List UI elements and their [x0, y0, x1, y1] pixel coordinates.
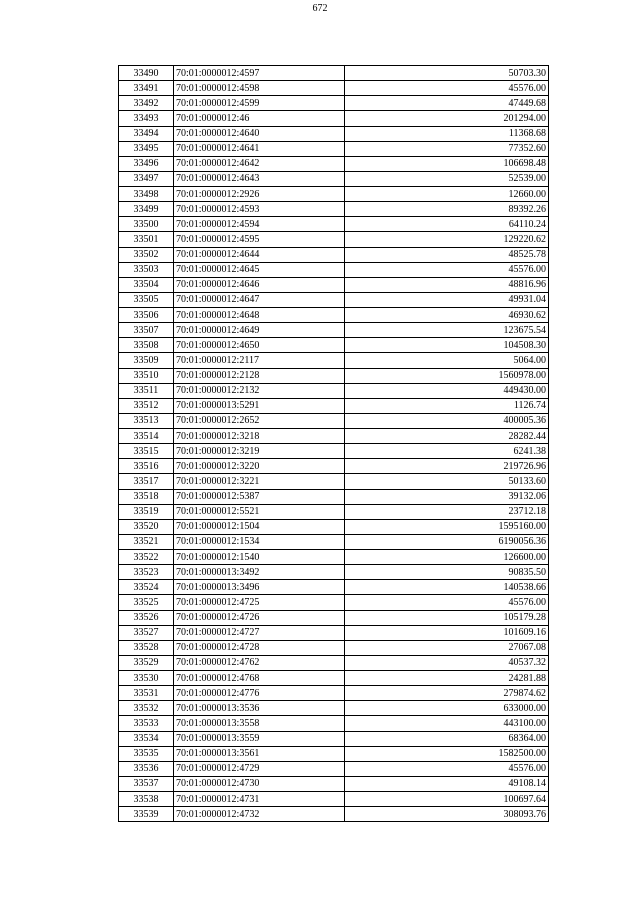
cadastral-number-cell: 70:01:0000012:4645	[174, 262, 345, 277]
value-cell: 279874.62	[345, 686, 549, 701]
value-cell: 201294.00	[345, 111, 549, 126]
cadastral-number-cell: 70:01:0000013:3536	[174, 701, 345, 716]
row-number-cell: 33512	[119, 398, 174, 413]
cadastral-number-cell: 70:01:0000012:4640	[174, 126, 345, 141]
cadastral-number-cell: 70:01:0000012:4776	[174, 686, 345, 701]
row-number-cell: 33533	[119, 716, 174, 731]
table-row	[119, 171, 549, 186]
value-cell: 100697.64	[345, 792, 549, 807]
cadastral-number-cell: 70:01:0000012:3219	[174, 444, 345, 459]
table-row	[119, 701, 549, 716]
cadastral-number-cell: 70:01:0000012:4593	[174, 202, 345, 217]
table-row	[119, 489, 549, 504]
cadastral-number-cell: 70:01:0000012:5387	[174, 489, 345, 504]
row-number-cell: 33534	[119, 731, 174, 746]
value-cell: 449430.00	[345, 383, 549, 398]
table-row	[119, 232, 549, 247]
registry-table-body	[119, 66, 549, 822]
row-number-cell: 33508	[119, 338, 174, 353]
value-cell: 47449.68	[345, 96, 549, 111]
cadastral-number-cell: 70:01:0000012:4730	[174, 776, 345, 791]
registry-table	[118, 65, 549, 822]
row-number-cell: 33518	[119, 489, 174, 504]
table-row	[119, 262, 549, 277]
row-number-cell: 33511	[119, 383, 174, 398]
table-row	[119, 292, 549, 307]
row-number-cell: 33510	[119, 368, 174, 383]
value-cell: 1595160.00	[345, 519, 549, 534]
cadastral-number-cell: 70:01:0000012:4649	[174, 323, 345, 338]
cadastral-number-cell: 70:01:0000012:4647	[174, 292, 345, 307]
cadastral-number-cell: 70:01:0000012:4726	[174, 610, 345, 625]
table-row	[119, 640, 549, 655]
value-cell: 45576.00	[345, 262, 549, 277]
cadastral-number-cell: 70:01:0000012:3221	[174, 474, 345, 489]
table-row	[119, 459, 549, 474]
cadastral-number-cell: 70:01:0000012:4727	[174, 625, 345, 640]
table-row	[119, 534, 549, 549]
row-number-cell: 33528	[119, 640, 174, 655]
row-number-cell: 33500	[119, 217, 174, 232]
row-number-cell: 33521	[119, 534, 174, 549]
row-number-cell: 33503	[119, 262, 174, 277]
row-number-cell: 33491	[119, 81, 174, 96]
cadastral-number-cell: 70:01:0000012:4725	[174, 595, 345, 610]
cadastral-number-cell: 70:01:0000012:4643	[174, 171, 345, 186]
value-cell: 104508.30	[345, 338, 549, 353]
row-number-cell: 33495	[119, 141, 174, 156]
value-cell: 45576.00	[345, 81, 549, 96]
table-row	[119, 383, 549, 398]
value-cell: 48525.78	[345, 247, 549, 262]
cadastral-number-cell: 70:01:0000012:2128	[174, 368, 345, 383]
row-number-cell: 33493	[119, 111, 174, 126]
cadastral-number-cell: 70:01:0000012:4648	[174, 308, 345, 323]
table-row	[119, 429, 549, 444]
value-cell: 50703.30	[345, 66, 549, 81]
value-cell: 27067.08	[345, 640, 549, 655]
row-number-cell: 33525	[119, 595, 174, 610]
value-cell: 6190056.36	[345, 534, 549, 549]
value-cell: 52539.00	[345, 171, 549, 186]
cadastral-number-cell: 70:01:0000012:4644	[174, 247, 345, 262]
value-cell: 1126.74	[345, 398, 549, 413]
cadastral-number-cell: 70:01:0000012:2132	[174, 383, 345, 398]
row-number-cell: 33538	[119, 792, 174, 807]
value-cell: 12660.00	[345, 187, 549, 202]
cadastral-number-cell: 70:01:0000012:2926	[174, 187, 345, 202]
value-cell: 1582500.00	[345, 746, 549, 761]
table-row	[119, 277, 549, 292]
table-row	[119, 323, 549, 338]
cadastral-number-cell: 70:01:0000013:3559	[174, 731, 345, 746]
row-number-cell: 33535	[119, 746, 174, 761]
value-cell: 5064.00	[345, 353, 549, 368]
table-row	[119, 565, 549, 580]
table-row	[119, 353, 549, 368]
row-number-cell: 33492	[119, 96, 174, 111]
table-row	[119, 247, 549, 262]
row-number-cell: 33507	[119, 323, 174, 338]
table-row	[119, 731, 549, 746]
value-cell: 101609.16	[345, 625, 549, 640]
table-row	[119, 202, 549, 217]
table-row	[119, 444, 549, 459]
row-number-cell: 33515	[119, 444, 174, 459]
value-cell: 68364.00	[345, 731, 549, 746]
table-row	[119, 217, 549, 232]
cadastral-number-cell: 70:01:0000012:4597	[174, 66, 345, 81]
value-cell: 48816.96	[345, 277, 549, 292]
table-row	[119, 413, 549, 428]
cadastral-number-cell: 70:01:0000013:3496	[174, 580, 345, 595]
row-number-cell: 33514	[119, 429, 174, 444]
value-cell: 50133.60	[345, 474, 549, 489]
cadastral-number-cell: 70:01:0000013:3492	[174, 565, 345, 580]
cadastral-number-cell: 70:01:0000012:4731	[174, 792, 345, 807]
table-row	[119, 96, 549, 111]
table-row	[119, 671, 549, 686]
cadastral-number-cell: 70:01:0000013:3558	[174, 716, 345, 731]
cadastral-number-cell: 70:01:0000012:2117	[174, 353, 345, 368]
table-row	[119, 655, 549, 670]
row-number-cell: 33496	[119, 156, 174, 171]
value-cell: 46930.62	[345, 308, 549, 323]
table-row	[119, 126, 549, 141]
cadastral-number-cell: 70:01:0000012:1534	[174, 534, 345, 549]
row-number-cell: 33531	[119, 686, 174, 701]
table-row	[119, 595, 549, 610]
row-number-cell: 33519	[119, 504, 174, 519]
row-number-cell: 33494	[119, 126, 174, 141]
table-row	[119, 338, 549, 353]
cadastral-number-cell: 70:01:0000012:4642	[174, 156, 345, 171]
value-cell: 77352.60	[345, 141, 549, 156]
cadastral-number-cell: 70:01:0000012:3220	[174, 459, 345, 474]
cadastral-number-cell: 70:01:0000013:3561	[174, 746, 345, 761]
value-cell: 11368.68	[345, 126, 549, 141]
value-cell: 24281.88	[345, 671, 549, 686]
row-number-cell: 33527	[119, 625, 174, 640]
cadastral-number-cell: 70:01:0000012:4762	[174, 655, 345, 670]
row-number-cell: 33502	[119, 247, 174, 262]
table-row	[119, 746, 549, 761]
row-number-cell: 33520	[119, 519, 174, 534]
row-number-cell: 33497	[119, 171, 174, 186]
table-row	[119, 156, 549, 171]
row-number-cell: 33498	[119, 187, 174, 202]
cadastral-number-cell: 70:01:0000012:46	[174, 111, 345, 126]
cadastral-number-cell: 70:01:0000012:4729	[174, 761, 345, 776]
cadastral-number-cell: 70:01:0000012:4732	[174, 807, 345, 822]
value-cell: 39132.06	[345, 489, 549, 504]
cadastral-number-cell: 70:01:0000012:1504	[174, 519, 345, 534]
value-cell: 23712.18	[345, 504, 549, 519]
table-row	[119, 368, 549, 383]
table-row	[119, 187, 549, 202]
value-cell: 443100.00	[345, 716, 549, 731]
table-row	[119, 519, 549, 534]
table-row	[119, 776, 549, 791]
table-row	[119, 474, 549, 489]
value-cell: 64110.24	[345, 217, 549, 232]
table-row	[119, 625, 549, 640]
page-number: 672	[312, 3, 328, 14]
row-number-cell: 33530	[119, 671, 174, 686]
cadastral-number-cell: 70:01:0000013:5291	[174, 398, 345, 413]
value-cell: 400005.36	[345, 413, 549, 428]
value-cell: 123675.54	[345, 323, 549, 338]
row-number-cell: 33505	[119, 292, 174, 307]
cadastral-number-cell: 70:01:0000012:4646	[174, 277, 345, 292]
cadastral-number-cell: 70:01:0000012:4768	[174, 671, 345, 686]
table-row	[119, 504, 549, 519]
row-number-cell: 33506	[119, 308, 174, 323]
value-cell: 633000.00	[345, 701, 549, 716]
value-cell: 106698.48	[345, 156, 549, 171]
table-row	[119, 81, 549, 96]
value-cell: 45576.00	[345, 761, 549, 776]
cadastral-number-cell: 70:01:0000012:4594	[174, 217, 345, 232]
table-row	[119, 398, 549, 413]
cadastral-number-cell: 70:01:0000012:4595	[174, 232, 345, 247]
table-row	[119, 686, 549, 701]
row-number-cell: 33532	[119, 701, 174, 716]
table-row	[119, 111, 549, 126]
value-cell: 6241.38	[345, 444, 549, 459]
row-number-cell: 33529	[119, 655, 174, 670]
row-number-cell: 33509	[119, 353, 174, 368]
value-cell: 126600.00	[345, 550, 549, 565]
row-number-cell: 33524	[119, 580, 174, 595]
row-number-cell: 33536	[119, 761, 174, 776]
row-number-cell: 33517	[119, 474, 174, 489]
row-number-cell: 33504	[119, 277, 174, 292]
row-number-cell: 33490	[119, 66, 174, 81]
value-cell: 308093.76	[345, 807, 549, 822]
table-row	[119, 610, 549, 625]
row-number-cell: 33513	[119, 413, 174, 428]
table-row	[119, 792, 549, 807]
table-row	[119, 308, 549, 323]
cadastral-number-cell: 70:01:0000012:5521	[174, 504, 345, 519]
table-row	[119, 761, 549, 776]
row-number-cell: 33537	[119, 776, 174, 791]
cadastral-number-cell: 70:01:0000012:4641	[174, 141, 345, 156]
value-cell: 49931.04	[345, 292, 549, 307]
value-cell: 90835.50	[345, 565, 549, 580]
table-row	[119, 141, 549, 156]
value-cell: 89392.26	[345, 202, 549, 217]
value-cell: 140538.66	[345, 580, 549, 595]
row-number-cell: 33539	[119, 807, 174, 822]
table-row	[119, 580, 549, 595]
table-row	[119, 807, 549, 822]
row-number-cell: 33526	[119, 610, 174, 625]
cadastral-number-cell: 70:01:0000012:1540	[174, 550, 345, 565]
cadastral-number-cell: 70:01:0000012:3218	[174, 429, 345, 444]
cadastral-number-cell: 70:01:0000012:4650	[174, 338, 345, 353]
row-number-cell: 33516	[119, 459, 174, 474]
table-row	[119, 550, 549, 565]
value-cell: 45576.00	[345, 595, 549, 610]
table-row	[119, 66, 549, 81]
value-cell: 40537.32	[345, 655, 549, 670]
value-cell: 105179.28	[345, 610, 549, 625]
row-number-cell: 33501	[119, 232, 174, 247]
value-cell: 1560978.00	[345, 368, 549, 383]
row-number-cell: 33499	[119, 202, 174, 217]
value-cell: 129220.62	[345, 232, 549, 247]
value-cell: 219726.96	[345, 459, 549, 474]
row-number-cell: 33522	[119, 550, 174, 565]
value-cell: 28282.44	[345, 429, 549, 444]
value-cell: 49108.14	[345, 776, 549, 791]
cadastral-number-cell: 70:01:0000012:4728	[174, 640, 345, 655]
cadastral-number-cell: 70:01:0000012:4598	[174, 81, 345, 96]
cadastral-number-cell: 70:01:0000012:2652	[174, 413, 345, 428]
row-number-cell: 33523	[119, 565, 174, 580]
cadastral-number-cell: 70:01:0000012:4599	[174, 96, 345, 111]
table-row	[119, 716, 549, 731]
